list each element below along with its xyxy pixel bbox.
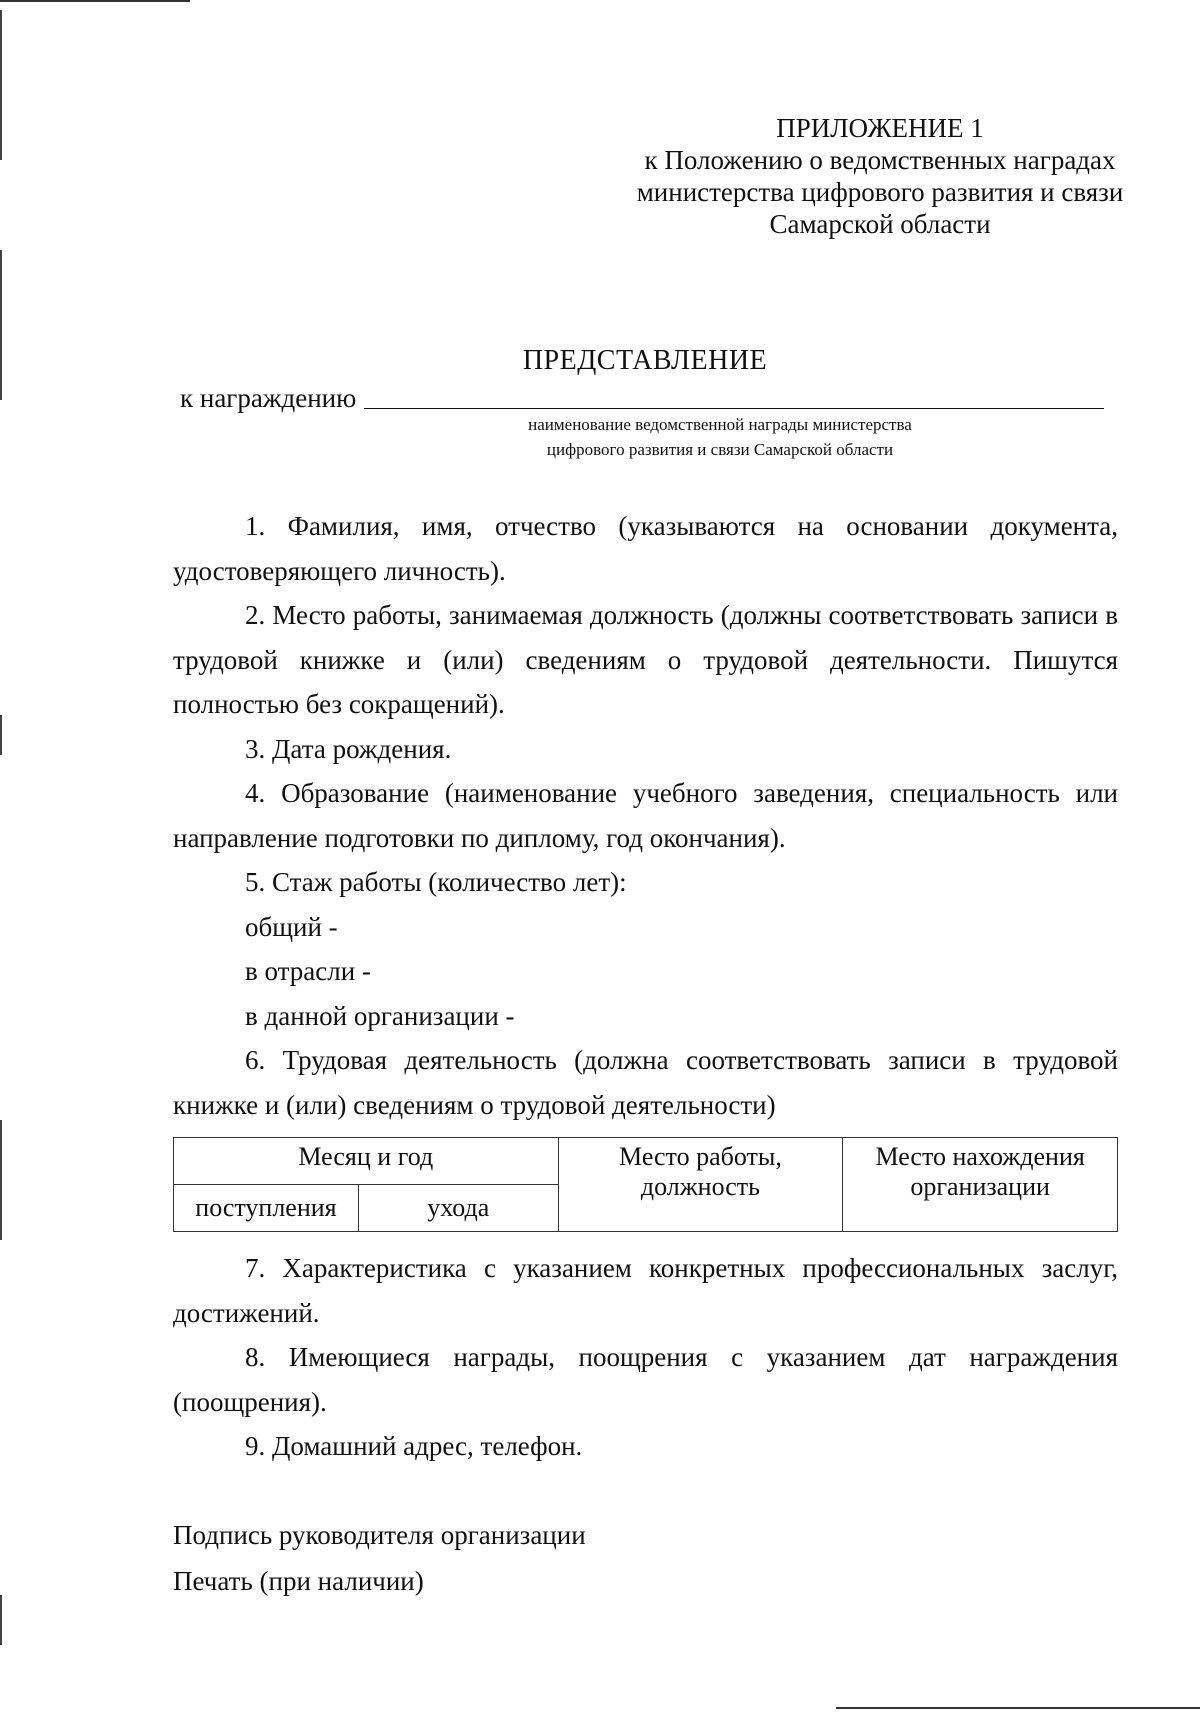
- header-exit: ухода: [358, 1185, 558, 1232]
- annex-line: к Положению о ведомственных наградах: [644, 145, 1116, 175]
- item-5-industry: в отрасли -: [245, 956, 371, 986]
- item-3: 3. Дата рождения.: [245, 733, 452, 764]
- scan-artifact-left: [0, 250, 2, 400]
- award-blank-line: [364, 408, 1104, 409]
- annex-line: министерства цифрового развития и связи: [636, 177, 1124, 207]
- header-entry: поступления: [174, 1185, 359, 1232]
- annex-line: Самарской области: [769, 209, 991, 239]
- item-5-organization: в данной организации -: [245, 1000, 515, 1031]
- item-8: 8. Имеющиеся награды, поощрения с указанием дат награждения (поощрения).: [173, 1342, 1118, 1417]
- stamp-line: Печать (при наличии): [173, 1566, 424, 1596]
- award-caption-line: цифрового развития и связи Самарской области: [546, 440, 894, 459]
- award-caption: [460, 412, 980, 462]
- document-title: ПРЕДСТАВЛЕНИЕ: [522, 345, 768, 376]
- table-header-row: [174, 1138, 1118, 1185]
- item-5-general: общий -: [245, 911, 338, 942]
- annex-title: ПРИЛОЖЕНИЕ 1: [776, 113, 984, 143]
- item-6: 6. Трудовая деятельность (должна соответствовать записи в трудовой книжке и (или) сведениям о трудовой деятельности): [173, 1045, 1118, 1120]
- item-7: 7. Характеристика с указанием конкретных профессиональных заслуг, достижений.: [173, 1253, 1118, 1328]
- annex-header: [600, 112, 1160, 240]
- scan-artifact-bottom: [836, 1707, 1200, 1709]
- award-label: к награждению: [180, 383, 357, 413]
- signature-block: [173, 1512, 586, 1604]
- item-1: 1. Фамилия, имя, отчество (указываются на основании документа, удостоверяющего личность).: [173, 511, 1118, 586]
- scan-artifact-left: [0, 715, 2, 755]
- form-items: [173, 504, 1118, 1469]
- item-4: 4. Образование (наименование учебного заведения, специальность или направление подготовки по диплому, год окончания).: [173, 778, 1118, 853]
- header-workplace: Место работы, должность: [558, 1138, 843, 1232]
- item-9: 9. Домашний адрес, телефон.: [245, 1431, 583, 1461]
- scan-artifact-left: [0, 10, 2, 160]
- award-field: [180, 383, 1104, 414]
- award-caption-line: наименование ведомственной награды министерства: [528, 415, 912, 434]
- item-2: 2. Место работы, занимаемая должность (должны соответствовать записи в трудовой книжке и (или) сведениям о трудовой деятельности. Пишутся полностью без сокращений).: [173, 600, 1118, 719]
- scan-artifact-top: [0, 0, 190, 2]
- scan-artifact-left: [0, 1595, 2, 1645]
- header-month-year: Месяц и год: [174, 1138, 559, 1185]
- scan-artifact-left: [0, 1120, 2, 1240]
- item-5: 5. Стаж работы (количество лет):: [245, 867, 627, 897]
- signature-line: Подпись руководителя организации: [173, 1520, 586, 1550]
- header-location: Место нахождения организации: [843, 1138, 1118, 1232]
- work-history-table: [173, 1137, 1118, 1232]
